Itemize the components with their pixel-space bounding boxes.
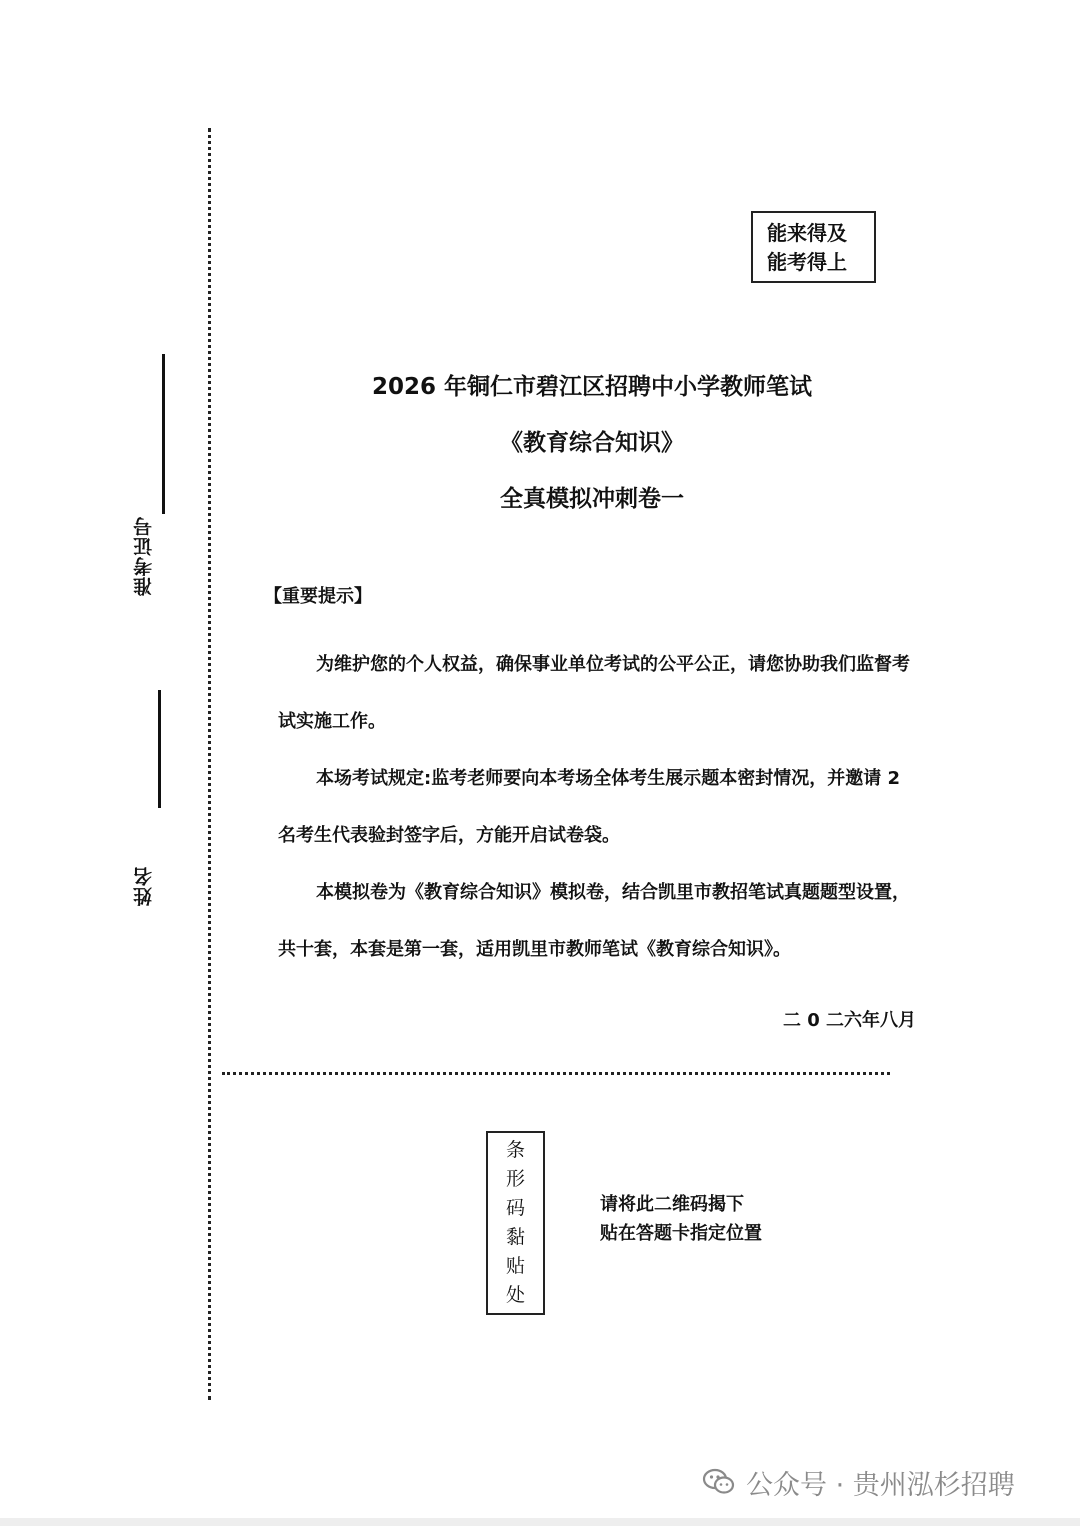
barcode-char: 处 xyxy=(505,1284,525,1306)
barcode-char: 贴 xyxy=(505,1255,525,1277)
name-label: 姓名 xyxy=(133,866,155,906)
notice-heading: 【重要提示】 xyxy=(264,586,372,607)
motto-line-1: 能来得及 xyxy=(767,221,847,245)
exam-number-write-line xyxy=(162,354,165,514)
issue-date: 二 0 二六年八月 xyxy=(782,1010,916,1031)
barcode-char: 黏 xyxy=(505,1226,525,1248)
qr-instruction-line-2: 贴在答题卡指定位置 xyxy=(600,1223,762,1244)
account-watermark xyxy=(702,1460,1015,1504)
subject-title: 《教育综合知识》 xyxy=(500,430,684,456)
exam-title: 2026 年铜仁市碧江区招聘中小学教师笔试 xyxy=(371,374,813,400)
notice-paragraph: 为维护您的个人权益，确保事业单位考试的公平公正，请您协助我们监督考试实施工作。 xyxy=(278,654,910,732)
qr-instruction xyxy=(600,1190,762,1248)
notice-paragraph: 本模拟卷为《教育综合知识》模拟卷，结合凯里市教招笔试真题题型设置，共十套，本套是第一套，适用凯里市教师笔试《教育综合知识》。 xyxy=(278,882,910,960)
bottom-edge xyxy=(0,1518,1080,1526)
binding-line-vertical xyxy=(208,128,211,1400)
barcode-char: 条 xyxy=(505,1139,525,1161)
qr-instruction-line-1: 请将此二维码揭下 xyxy=(600,1194,744,1215)
barcode-char: 形 xyxy=(505,1168,525,1190)
wechat-icon xyxy=(702,1465,736,1499)
barcode-char: 码 xyxy=(505,1197,525,1219)
paper-title: 全真模拟冲刺卷一 xyxy=(500,486,684,512)
barcode-sticker-area xyxy=(486,1131,545,1315)
name-write-line xyxy=(158,690,161,808)
motto-line-2: 能考得上 xyxy=(767,250,847,274)
motto-box xyxy=(751,211,876,283)
notice-paragraph: 本场考试规定:监考老师要向本考场全体考生展示题本密封情况，并邀请 2 名考生代表验封签字后，方能开启试卷袋。 xyxy=(278,768,900,846)
tear-line-horizontal xyxy=(222,1072,890,1075)
exam-number-label: 准考证号 xyxy=(133,516,155,596)
watermark-text: 公众号 · 贵州泓杉招聘 xyxy=(746,1469,1015,1501)
